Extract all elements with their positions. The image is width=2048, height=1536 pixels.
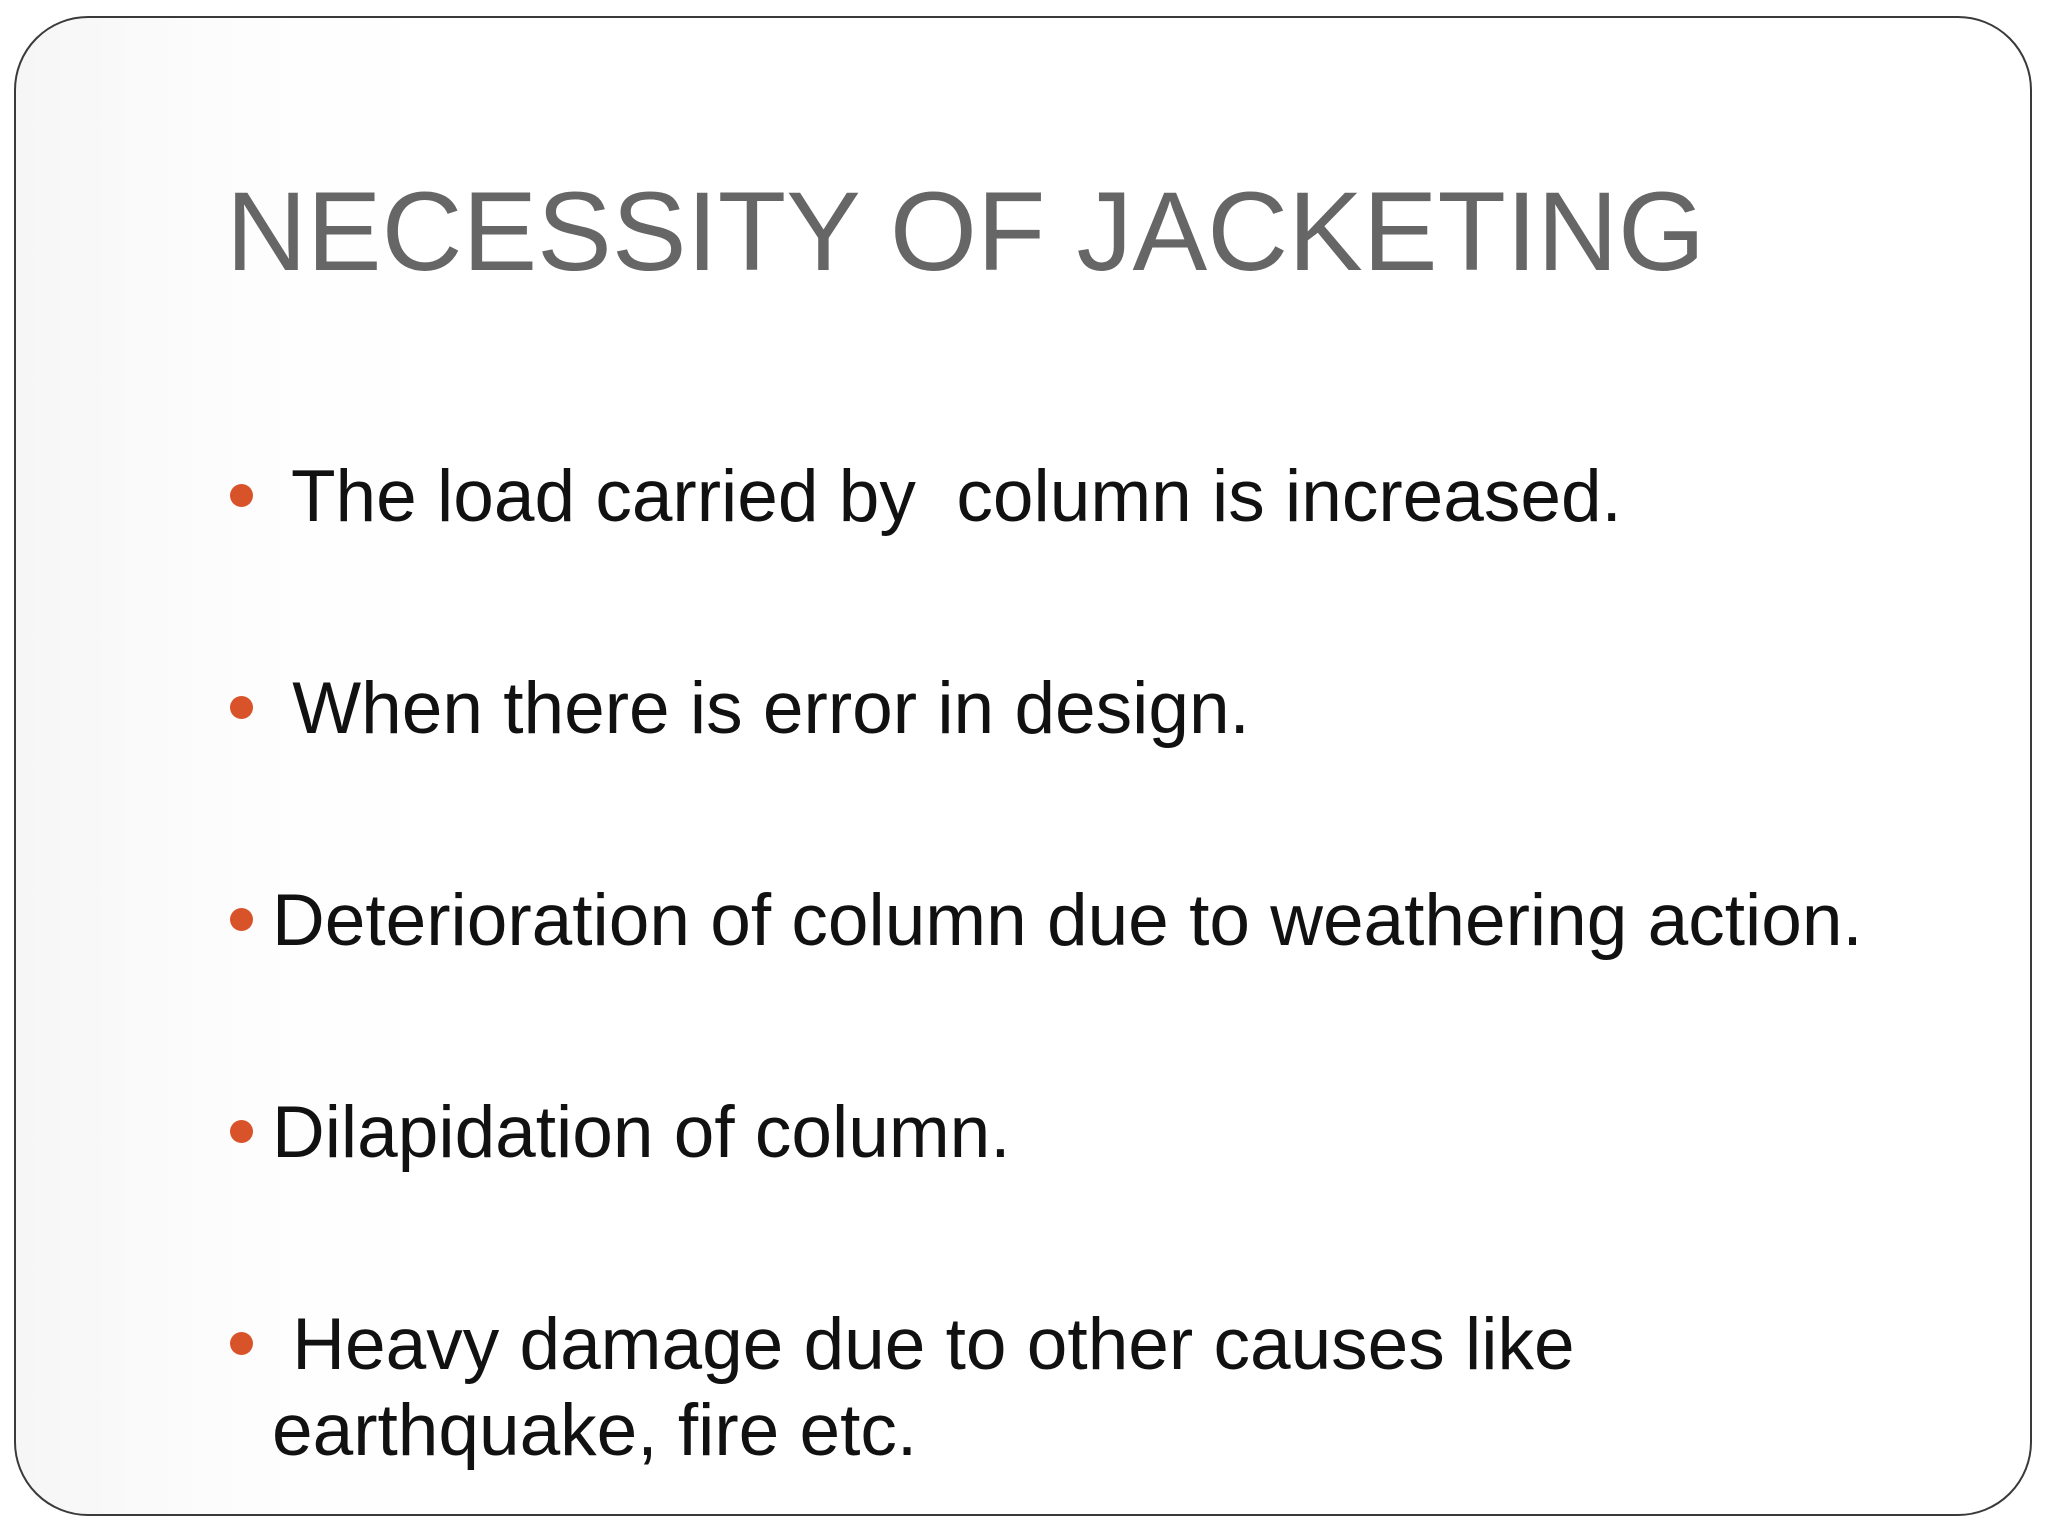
list-item-text: Deterioration of column due to weathering action.	[272, 880, 1863, 961]
bullet-icon	[230, 1332, 253, 1355]
bullet-icon	[230, 484, 253, 507]
list-item-text: When there is error in design.	[272, 668, 1250, 749]
slide	[14, 16, 2032, 1516]
list-item-text-continuation: earthquake, fire etc.	[272, 1390, 918, 1471]
bullet-icon	[230, 1120, 253, 1143]
bullet-icon	[230, 696, 253, 719]
list-item-text: The load carried by column is increased.	[272, 456, 1622, 537]
slide-title: NECESSITY OF JACKETING	[226, 169, 1706, 294]
bullet-icon	[230, 908, 253, 931]
list-item-text: Dilapidation of column.	[272, 1092, 1011, 1173]
list-item-text: Heavy damage due to other causes like	[272, 1304, 1575, 1385]
